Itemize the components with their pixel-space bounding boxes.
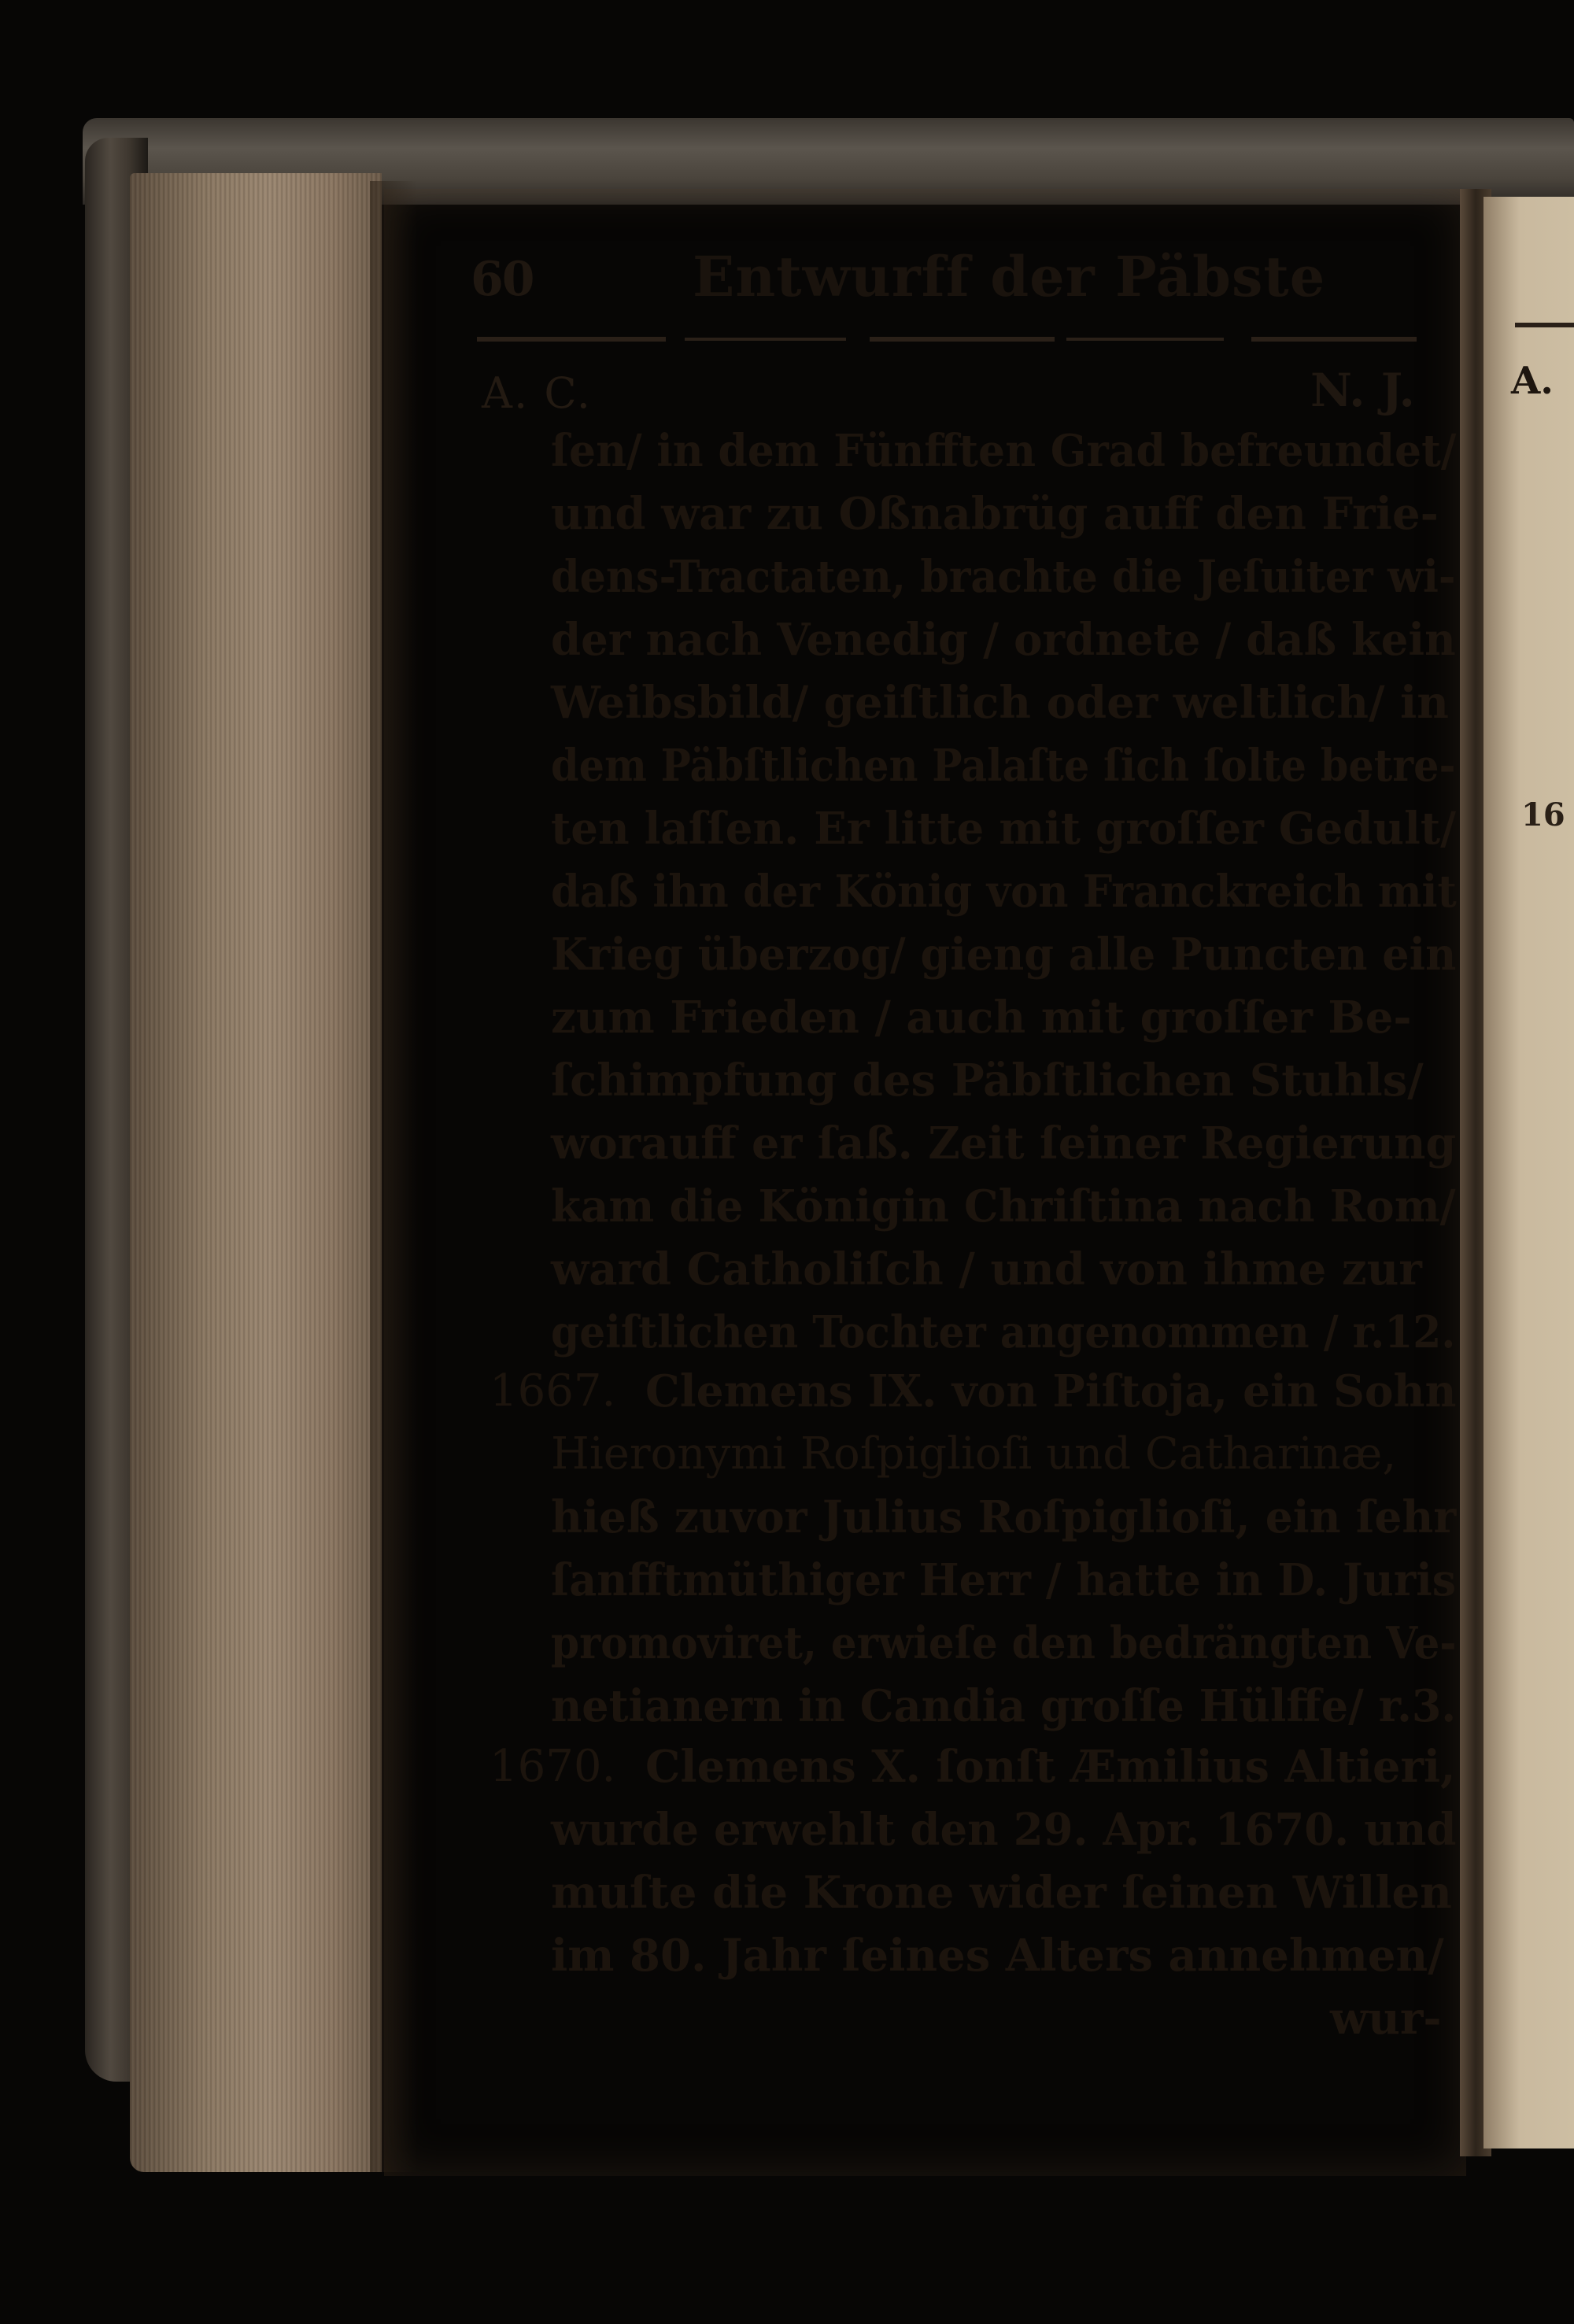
header-rule [477, 337, 666, 342]
facing-page-fragment: 16 [1521, 796, 1565, 833]
text-line: worauff er ſaß. Zeit ſeiner Regierung [551, 1118, 1457, 1169]
header-rule [870, 337, 1055, 342]
text-line: Weibsbild/ geiſtlich oder weltlich/ in [551, 677, 1449, 729]
text-line: Clemens X. ſonſt Æmilius Altieri, [645, 1741, 1456, 1793]
page-shadow [370, 181, 417, 2172]
year-marker: 1667. [490, 1365, 616, 1417]
page-block-edge [130, 173, 382, 2172]
text-line: ſen/ in dem Fünfften Grad befreundet/ [551, 425, 1457, 477]
text-line: daß ihn der König von Franckreich mit [551, 866, 1457, 918]
text-line: kam die Königin Chriſtina nach Rom/ [551, 1180, 1456, 1232]
header-rule [1251, 337, 1417, 342]
text-line: im 80. Jahr ſeines Alters annehmen/ [551, 1930, 1444, 1982]
catchword: wur- [1330, 1993, 1442, 2045]
text-line: netianern in Candia groſſe Hülffe/ r.3. [551, 1680, 1457, 1732]
text-line: dens-Tractaten, brachte die Jeſuiter wi- [551, 551, 1456, 603]
facing-page-label: A. [1511, 359, 1554, 403]
text-line: muſte die Krone wider ſeinen Willen [551, 1867, 1452, 1919]
text-line: dem Päbſtlichen Palaſte ſich ſolte betre- [551, 740, 1456, 792]
text-line: ward Catholiſch / und von ihme zur [551, 1243, 1422, 1295]
page-number: 60 [471, 252, 534, 307]
column-label-ac: A. C. [482, 368, 592, 418]
text-line: geiſtlichen Tochter angenommen / r.12. [551, 1306, 1456, 1358]
facing-page [1483, 197, 1574, 2148]
text-line: zum Frieden / auch mit groſſer Be- [551, 992, 1412, 1044]
header-rule [685, 338, 846, 341]
text-line: der nach Venedig / ordnete / daß kein [551, 614, 1456, 666]
text-line: ſchimpfung des Päbſtlichen Stuhls/ [551, 1055, 1424, 1107]
text-line: promoviret, erwieſe den bedrängten Ve- [551, 1617, 1457, 1669]
text-line: ten laſſen. Er litte mit groſſer Gedult/ [551, 803, 1457, 855]
column-label-nj: N. J. [1310, 364, 1415, 417]
text-line: wurde erwehlt den 29. Apr. 1670. und [551, 1804, 1457, 1856]
running-title: Entwurff der Päbste [693, 244, 1326, 309]
text-line: ſanfftmüthiger Herr / hatte in D. Juris [551, 1554, 1457, 1606]
text-line: Krieg überzog/ gieng alle Puncten ein [551, 929, 1457, 981]
facing-page-rule [1515, 323, 1574, 327]
text-line: Clemens IX. von Piſtoja, ein Sohn [645, 1365, 1457, 1417]
year-marker: 1670. [490, 1741, 616, 1792]
text-line: und war zu Oßnabrüg auff den Frie- [551, 488, 1439, 540]
text-line: hieß zuvor Julius Roſpiglioſi, ein ſehr [551, 1491, 1457, 1543]
header-rule [1066, 338, 1224, 341]
text-line: Hieronymi Roſpiglioſi und Catharinæ, [551, 1428, 1397, 1480]
